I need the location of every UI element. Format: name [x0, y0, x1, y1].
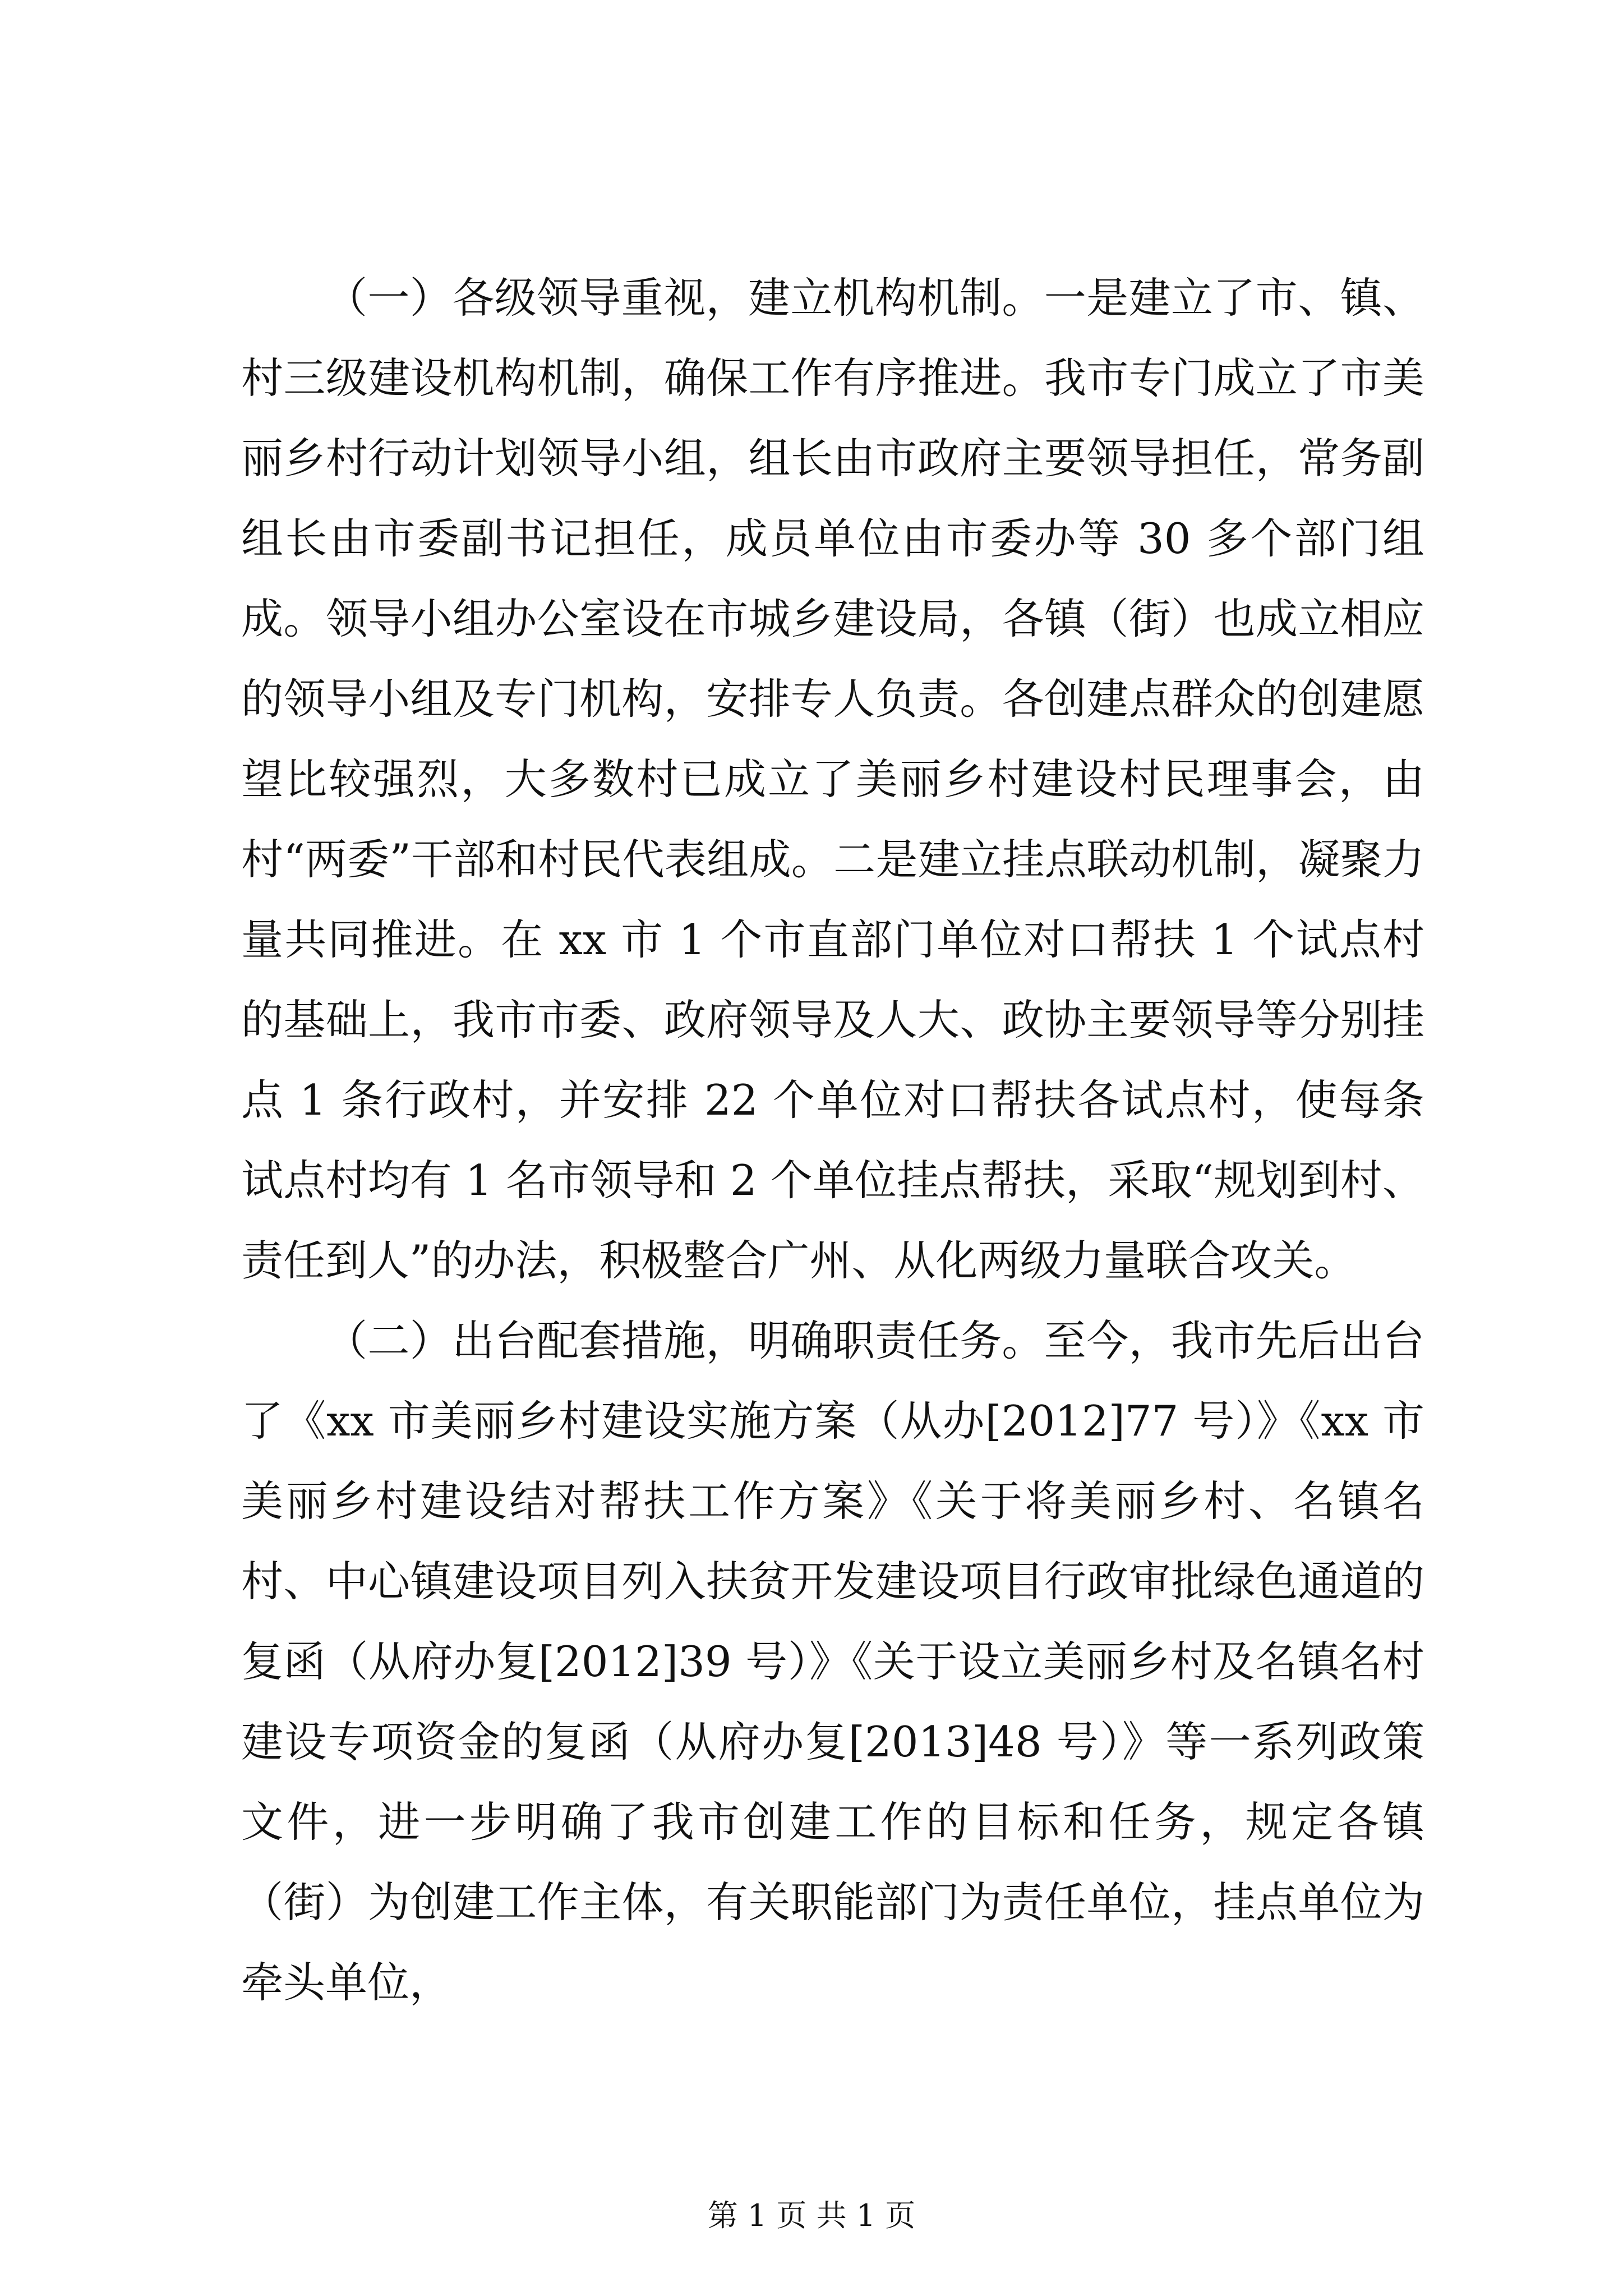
paragraph-1: （一）各级领导重视，建立机构机制。一是建立了市、镇、村三级建设机构机制，确保工作有序推进。我市专门成立了市美丽乡村行动计划领导小组，组长由市政府主要领导担任，常务副组长由市委副书记担任，成员单位由市委办等 30 多个部门组成。领导小组办公室设在市城乡建设局，各镇（街）也成立相应的领导小组及专门机构，安排专人负责。各创建点群众的创建愿望比较强烈，大多数村已成立了美丽乡村建设村民理事会，由村“两委”干部和村民代表组成。二是建立挂点联动机制，凝聚力量共同推进。在 xx 市 1 个市直部门单位对口帮扶 1 个试点村的基础上，我市市委、政府领导及人大、政协主要领导等分别挂点 1 条行政村，并安排 22 个单位对口帮扶各试点村，使每条试点村均有 1 名市领导和 2 个单位挂点帮扶，采取“规划到村、责任到人”的办法，积极整合广州、从化两级力量联合攻关。	[241, 273, 1424, 1285]
page-footer: 第 1 页 共 1 页	[707, 2198, 916, 2233]
paragraph-2: （二）出台配套措施，明确职责任务。至今，我市先后出台了《xx 市美丽乡村建设实施方案（从办[2012]77 号）》《xx 市美丽乡村建设结对帮扶工作方案》《关于将美丽乡村、名镇名村、中心镇建设项目列入扶贫开发建设项目行政审批绿色通道的复函（从府办复[2012]39 号）》《关于设立美丽乡村及名镇名村建设专项资金的复函（从府办复[2013]48 号）》等一系列政策文件，进一步明确了我市创建工作的目标和任务，规定各镇（街）为创建工作主体，有关职能部门为责任单位，挂点单位为牵头单位，	[241, 1316, 1424, 2007]
document-body	[241, 258, 1424, 2023]
